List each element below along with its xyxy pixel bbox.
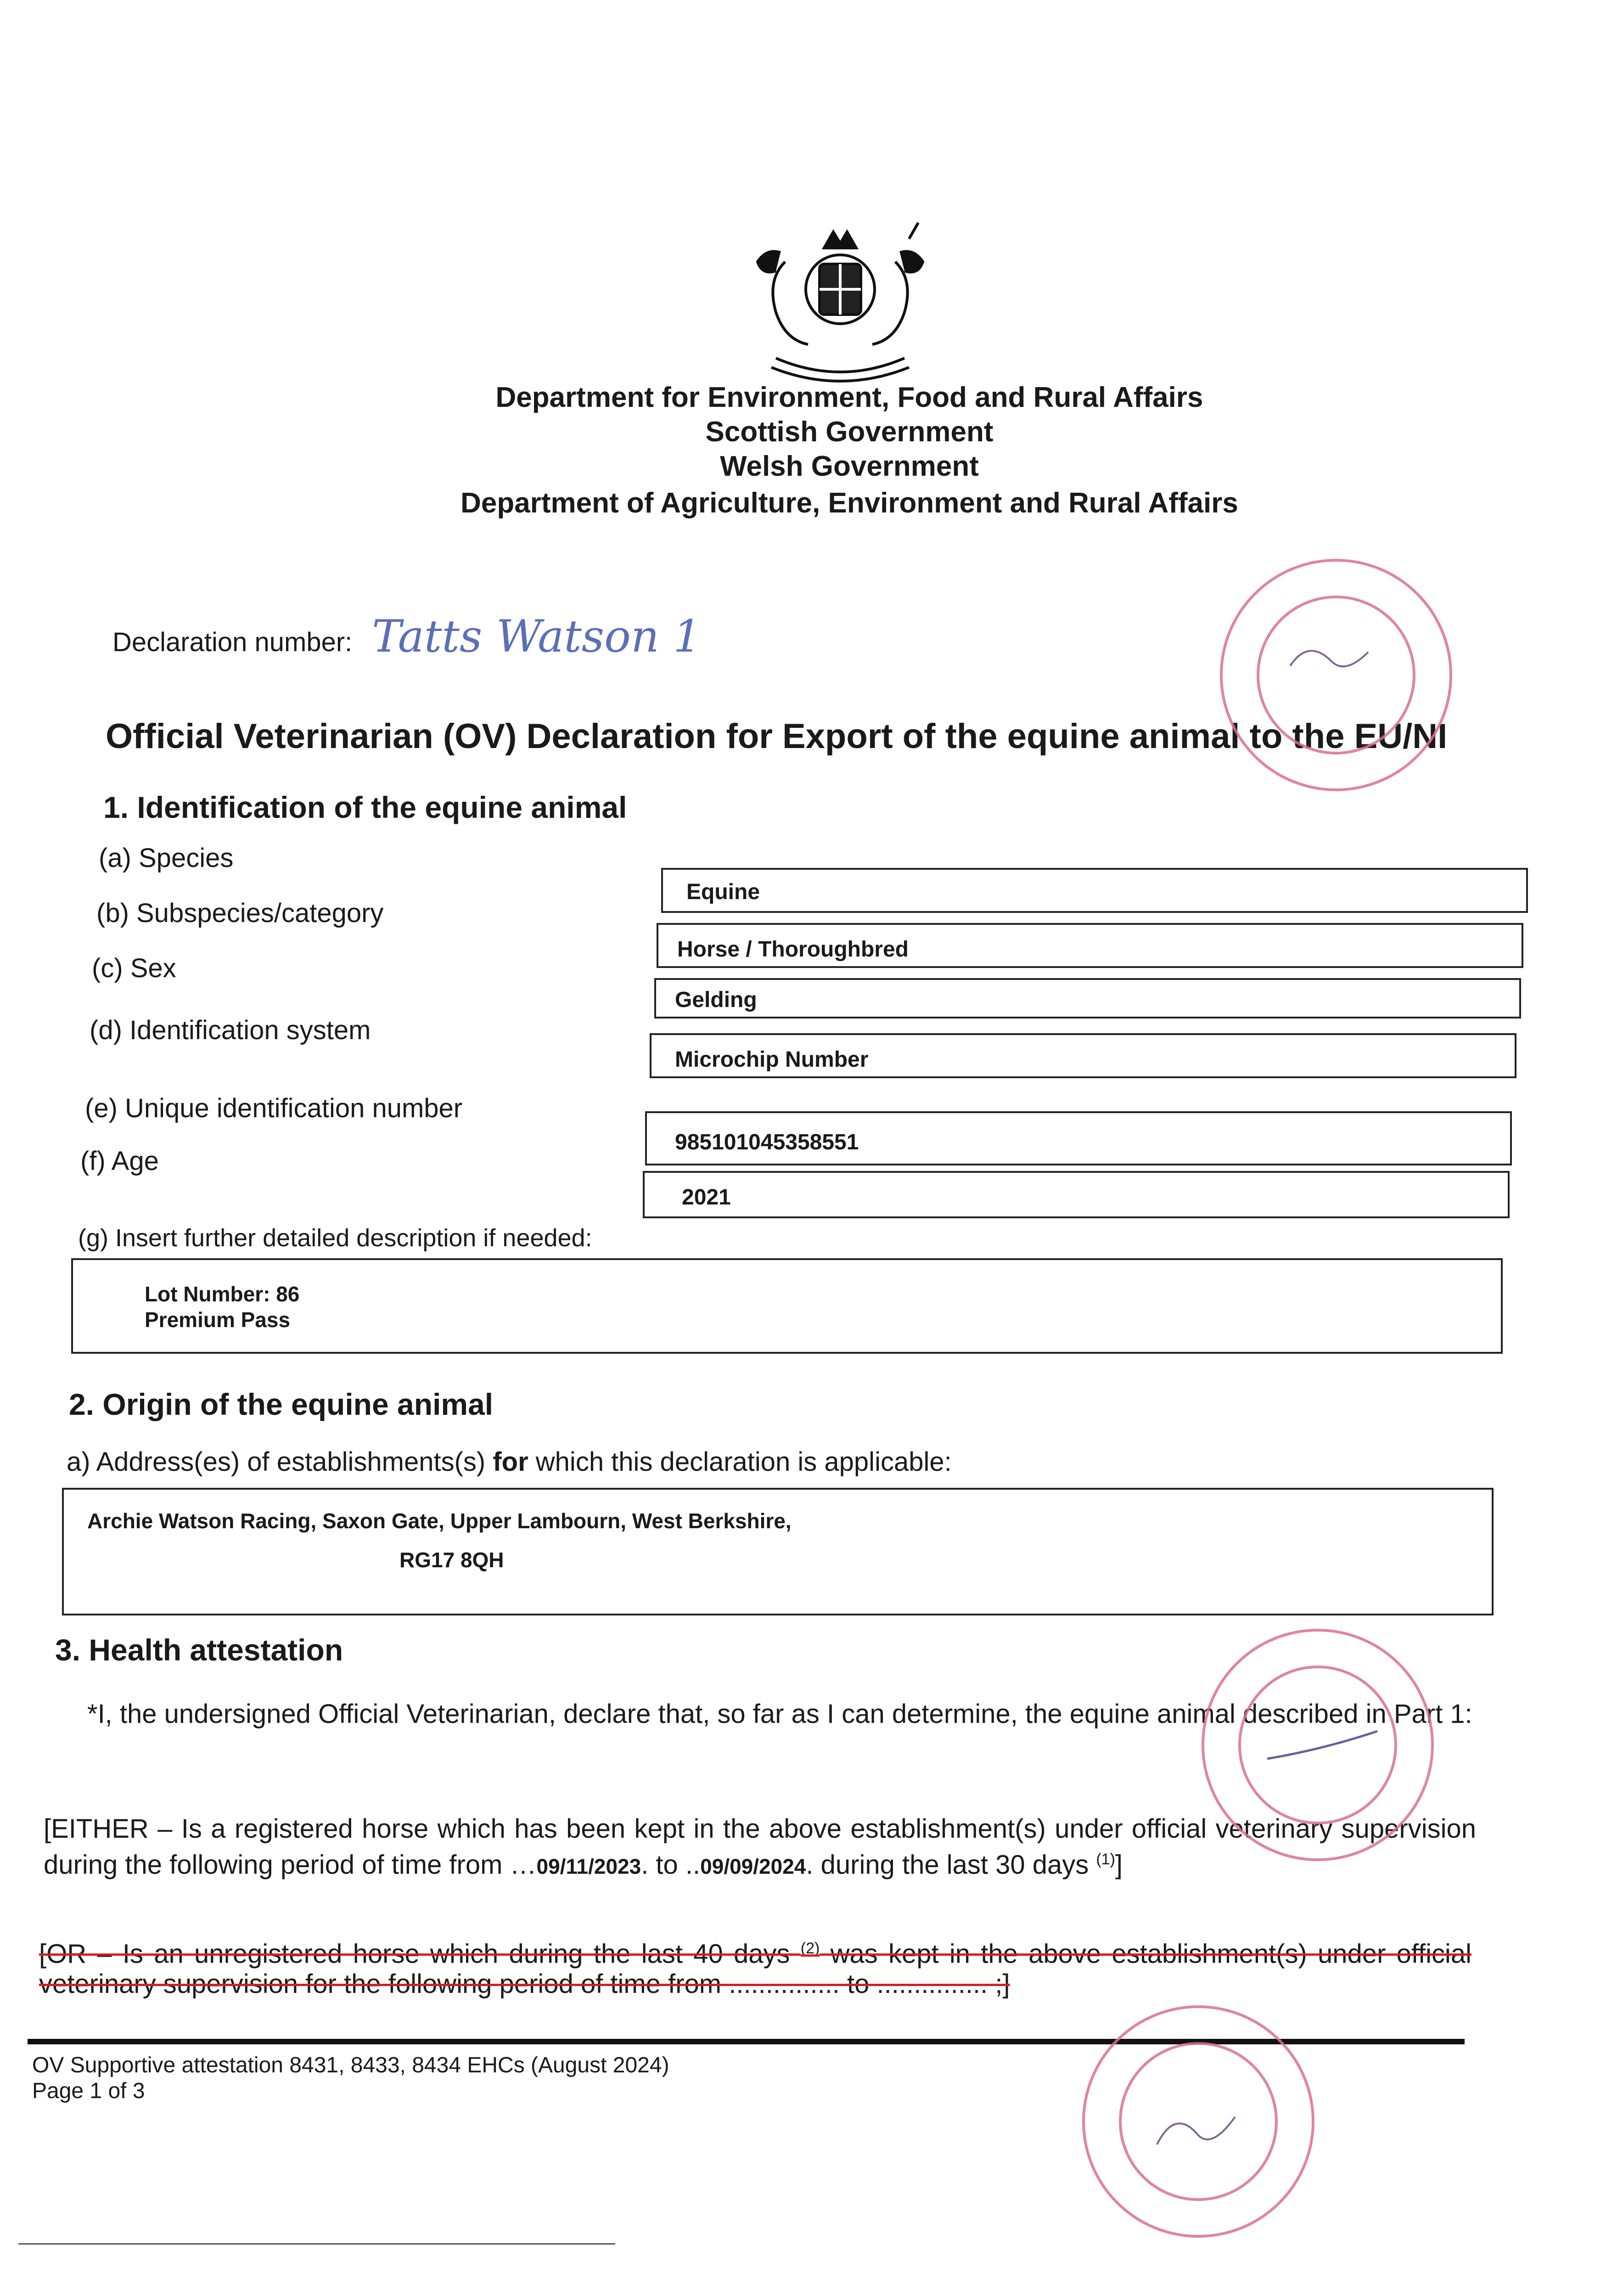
declaration-number-handwritten: Tatts Watson 1 [372,611,702,662]
sex-value: Gelding [675,988,757,1012]
section3-heading: 3. Health attestation [55,1633,343,1667]
bottom-rule [18,2243,615,2245]
field-label-sex: (c) Sex [92,953,176,983]
either-to-date: 09/09/2024 [700,1854,806,1879]
page-of: of [102,2079,133,2103]
field-label-species: (a) Species [99,843,234,873]
department-welsh-government: Welsh Government [720,450,979,482]
declaration-number-label: Declaration number: [112,627,353,657]
establishment-label [67,1446,952,1477]
either-text-b: . to .. [641,1850,701,1880]
official-vet-stamp-icon [1212,551,1460,799]
lot-number-line: Lot Number: 86 [145,1282,300,1306]
field-label-identification-system: (d) Identification system [90,1015,371,1045]
section2-heading: 2. Origin of the equine animal [69,1387,494,1421]
either-text-c: . during the last 30 days [806,1850,1096,1880]
or-text-a: [OR – Is an unregistered horse which during the last 40 days [39,1939,801,1969]
address-line-1: Archie Watson Racing, Saxon Gate, Upper Lambourn, West Berkshire, [87,1509,792,1533]
establishment-label-bold: for [493,1447,528,1477]
premium-pass-line: Premium Pass [145,1308,291,1332]
attestation-intro: *I, the undersigned Official Veterinarian, declare that, so far as I can determine, the equine animal described in Part 1: [87,1699,1472,1729]
section1-heading: 1. Identification of the equine animal [103,790,627,824]
age-value: 2021 [682,1185,731,1210]
establishment-label-post: which this declaration is applicable: [528,1447,952,1477]
page-title: Official Veterinarian (OV) Declaration for Export of the equine animal to the EU/NI [106,717,1448,756]
field-label-unique-id: (e) Unique identification number [85,1093,463,1123]
official-vet-stamp-icon [1074,1998,1322,2245]
sex-field [654,978,1521,1019]
royal-coat-of-arms-icon [735,220,946,390]
unique-id-value: 985101045358551 [675,1130,859,1154]
species-value: Equine [686,880,760,904]
either-from-date: 09/11/2023 [536,1854,641,1879]
establishment-address-box [62,1488,1494,1615]
official-vet-stamp-icon [1194,1621,1442,1869]
field-label-subspecies: (b) Subspecies/category [96,898,384,928]
page-prefix: Page [32,2079,90,2103]
department-scottish-government: Scottish Government [705,416,994,448]
species-field [661,868,1528,913]
either-end: ] [1115,1850,1123,1880]
department-defra: Department for Environment, Food and Rural Affairs [495,382,1203,413]
age-field [643,1171,1510,1218]
footer-text [32,2053,669,2104]
or-text-b: was kept in the above establishment(s) under official veterinary supervision for the following period of time from ............... to ............... ;] [39,1939,1471,1999]
further-description-text [145,1281,299,1333]
or-footnote-ref: (2) [800,1940,820,1957]
footer-attestation-ref: OV Supportive attestation 8431, 8433, 8434 EHCs (August 2024) [32,2053,669,2077]
further-description-label: (g) Insert further detailed description if needed: [78,1224,592,1252]
identification-system-value: Microchip Number [675,1047,869,1072]
page-total: 3 [132,2079,145,2103]
address-line-2: RG17 8QH [399,1548,504,1572]
either-text-a: [EITHER – Is a registered horse which has been kept in the above establishment(s) under official veterinary supervision during the following period of time from … [44,1814,1476,1880]
page-current: 1 [90,2079,102,2103]
field-label-age: (f) Age [80,1146,159,1176]
department-daera: Department of Agriculture, Environment and Rural Affairs [461,487,1238,519]
or-clause-struck [39,1933,1471,1999]
establishment-label-pre: a) Address(es) of establishments(s) [67,1447,493,1477]
subspecies-value: Horse / Thoroughbred [677,937,909,962]
either-footnote-ref: (1) [1096,1851,1115,1868]
page-number [32,2078,669,2104]
